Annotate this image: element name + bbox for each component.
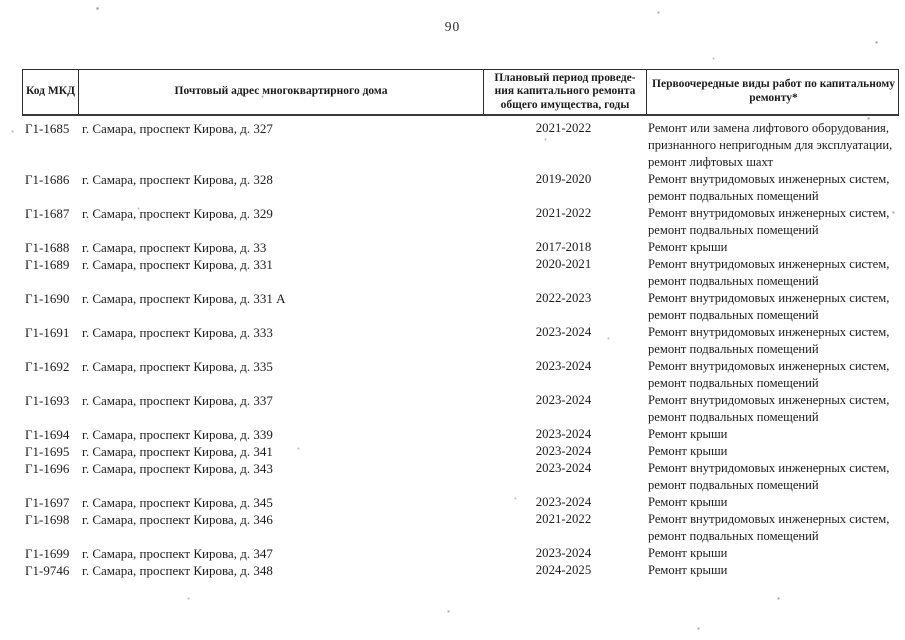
repair-works [645, 256, 899, 290]
mkd-code: Г1-1693 [25, 393, 70, 408]
table-row [22, 545, 899, 562]
planned-period: 2023-2024 [535, 461, 592, 475]
planned-period: 2023-2024 [535, 427, 592, 441]
planned-period: 2020-2021 [535, 257, 592, 271]
address: г. Самара, проспект Кирова, д. 329 [82, 206, 273, 221]
repairs-table [22, 69, 899, 579]
mkd-code: Г1-1694 [25, 427, 70, 442]
table-row [22, 324, 899, 358]
address: г. Самара, проспект Кирова, д. 346 [82, 512, 273, 527]
table-row [22, 460, 899, 494]
address: г. Самара, проспект Кирова, д. 341 [82, 444, 273, 459]
repair-works [645, 494, 899, 511]
address: г. Самара, проспект Кирова, д. 331 А [82, 291, 286, 306]
mkd-code: Г1-1689 [25, 257, 70, 272]
table-row [22, 494, 899, 511]
planned-period: 2023-2024 [535, 325, 592, 339]
table-row [22, 256, 899, 290]
address: г. Самара, проспект Кирова, д. 345 [82, 495, 273, 510]
table-row [22, 562, 899, 579]
scan-noise [0, 0, 1, 1]
header-mkd-code-label: Код МКД [26, 85, 75, 98]
works-line: Ремонт крыши [648, 495, 728, 509]
repair-works [645, 205, 899, 239]
header-repair-works [646, 70, 900, 114]
mkd-code: Г1-1690 [25, 291, 70, 306]
table-row [22, 392, 899, 426]
mkd-code: Г1-1695 [25, 444, 70, 459]
table-body [22, 116, 899, 579]
repair-works [645, 171, 899, 205]
page-number: 90 [444, 19, 461, 34]
works-line: Ремонт крыши [648, 427, 728, 441]
address: г. Самара, проспект Кирова, д. 335 [82, 359, 273, 374]
address: г. Самара, проспект Кирова, д. 343 [82, 461, 273, 476]
planned-period: 2023-2024 [535, 495, 592, 509]
works-line: Ремонт внутридомовых инженерных систем, [648, 461, 890, 475]
planned-period: 2019-2020 [535, 172, 592, 186]
address: г. Самара, проспект Кирова, д. 348 [82, 563, 273, 578]
works-line: ремонт лифтовых шахт [648, 155, 773, 169]
works-line: Ремонт крыши [648, 240, 728, 254]
mkd-code: Г1-1685 [25, 121, 70, 136]
mkd-code: Г1-1687 [25, 206, 70, 221]
works-line: Ремонт крыши [648, 444, 728, 458]
works-line: Ремонт или замена лифтового оборудования, [648, 121, 890, 135]
mkd-code: Г1-1698 [25, 512, 70, 527]
repair-works [645, 324, 899, 358]
works-line: Ремонт внутридомовых инженерных систем, [648, 512, 890, 526]
works-line: Ремонт внутридомовых инженерных систем, [648, 291, 890, 305]
address: г. Самара, проспект Кирова, д. 327 [82, 121, 273, 136]
works-line: Ремонт внутридомовых инженерных систем, [648, 359, 890, 373]
repair-works [645, 460, 899, 494]
planned-period: 2023-2024 [535, 359, 592, 373]
repair-works [645, 120, 899, 171]
works-line: ремонт подвальных помещений [648, 308, 819, 322]
header-period-line3: общего имущества, годы [500, 98, 630, 111]
address: г. Самара, проспект Кирова, д. 328 [82, 172, 273, 187]
header-mkd-code [23, 70, 78, 114]
works-line: ремонт подвальных помещений [648, 223, 819, 237]
planned-period: 2023-2024 [535, 393, 592, 407]
works-line: Ремонт внутридомовых инженерных систем, [648, 206, 890, 220]
works-line: ремонт подвальных помещений [648, 342, 819, 356]
header-period-line1: Плановый период проведе- [494, 71, 636, 84]
mkd-code: Г1-1697 [25, 495, 70, 510]
works-line: признанного непригодным для эксплуатации, [648, 138, 893, 152]
planned-period: 2022-2023 [535, 291, 592, 305]
address: г. Самара, проспект Кирова, д. 339 [82, 427, 273, 442]
planned-period: 2021-2022 [535, 512, 592, 526]
address: г. Самара, проспект Кирова, д. 33 [82, 240, 267, 255]
repair-works [645, 239, 899, 256]
header-period-line2: ния капитального ремонта [494, 85, 636, 98]
repair-works [645, 426, 899, 443]
planned-period: 2021-2022 [535, 206, 592, 220]
table-header-row [22, 69, 899, 116]
mkd-code: Г1-1691 [25, 325, 70, 340]
works-line: ремонт подвальных помещений [648, 529, 819, 543]
mkd-code: Г1-1686 [25, 172, 70, 187]
planned-period: 2023-2024 [535, 444, 592, 458]
address: г. Самара, проспект Кирова, д. 333 [82, 325, 273, 340]
works-line: Ремонт внутридомовых инженерных систем, [648, 257, 890, 271]
repair-works [645, 443, 899, 460]
repair-works [645, 545, 899, 562]
planned-period: 2021-2022 [535, 121, 592, 135]
mkd-code: Г1-1696 [25, 461, 70, 476]
address: г. Самара, проспект Кирова, д. 331 [82, 257, 273, 272]
address: г. Самара, проспект Кирова, д. 347 [82, 546, 273, 561]
header-planned-period [483, 70, 646, 114]
table-row [22, 239, 899, 256]
table-row [22, 443, 899, 460]
planned-period: 2017-2018 [535, 240, 592, 254]
table-row [22, 290, 899, 324]
table-row [22, 358, 899, 392]
table-row [22, 171, 899, 205]
header-address-label: Почтовый адрес многоквартирного дома [174, 85, 388, 98]
table-row [22, 205, 899, 239]
repair-works [645, 358, 899, 392]
works-line: ремонт подвальных помещений [648, 376, 819, 390]
address: г. Самара, проспект Кирова, д. 337 [82, 393, 273, 408]
works-line: Ремонт внутридомовых инженерных систем, [648, 393, 890, 407]
header-address [78, 70, 483, 114]
works-line: ремонт подвальных помещений [648, 189, 819, 203]
works-line: Ремонт внутридомовых инженерных систем, [648, 325, 890, 339]
header-works-line1: Первоочередные виды работ по капитальному [652, 78, 895, 91]
works-line: Ремонт внутридомовых инженерных систем, [648, 172, 890, 186]
works-line: Ремонт крыши [648, 563, 728, 577]
table-row [22, 511, 899, 545]
header-works-line2: ремонту* [749, 92, 798, 104]
works-line: ремонт подвальных помещений [648, 478, 819, 492]
works-line: ремонт подвальных помещений [648, 274, 819, 288]
mkd-code: Г1-1688 [25, 240, 70, 255]
planned-period: 2024-2025 [535, 563, 592, 577]
table-row [22, 120, 899, 171]
works-line: Ремонт крыши [648, 546, 728, 560]
repair-works [645, 511, 899, 545]
repair-works [645, 290, 899, 324]
table-row [22, 426, 899, 443]
repair-works [645, 392, 899, 426]
repair-works [645, 562, 899, 579]
mkd-code: Г1-9746 [25, 563, 70, 578]
works-line: ремонт подвальных помещений [648, 410, 819, 424]
mkd-code: Г1-1692 [25, 359, 70, 374]
mkd-code: Г1-1699 [25, 546, 70, 561]
planned-period: 2023-2024 [535, 546, 592, 560]
